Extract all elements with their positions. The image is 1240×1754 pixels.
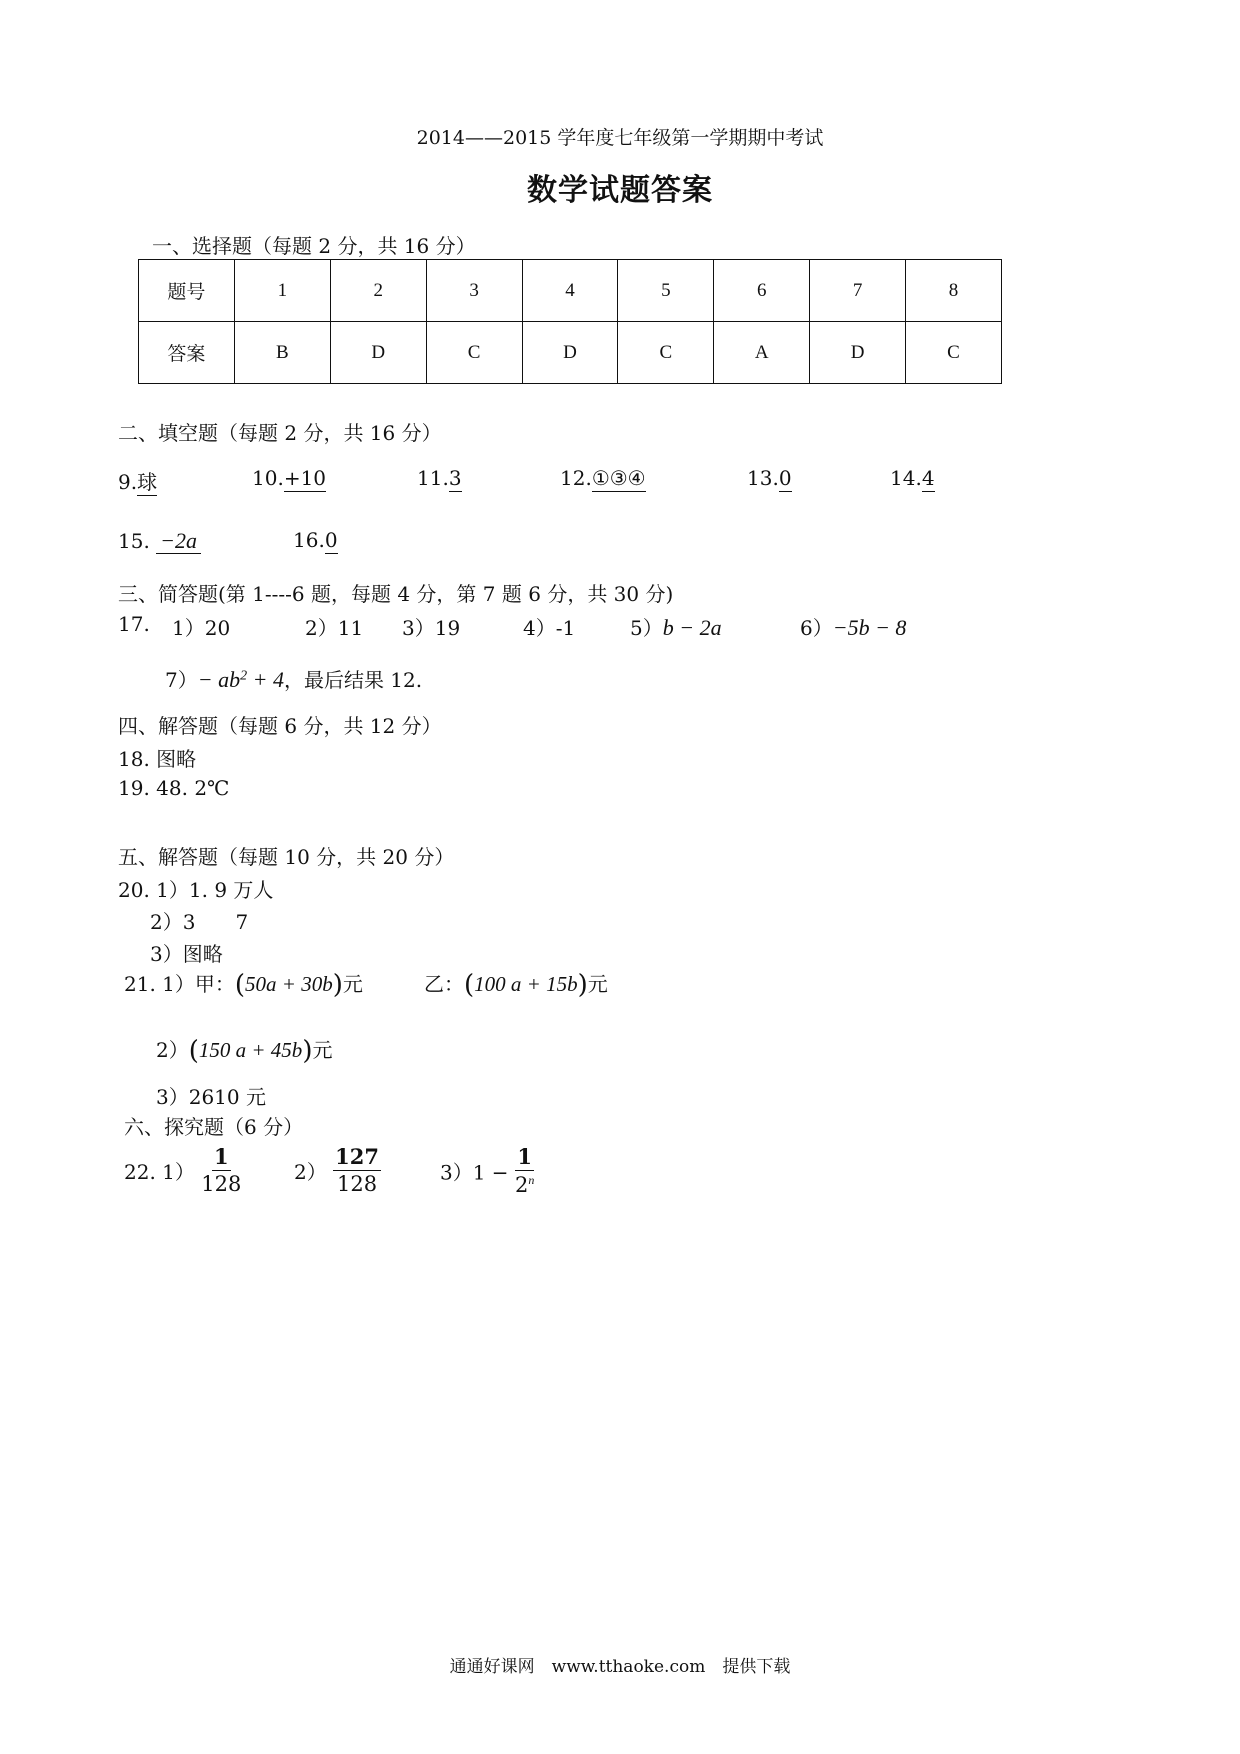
answer-line: 3）图略 [150,942,223,966]
answer-line: 2）3 7 [150,910,249,934]
section2-heading: 二、填空题（每题 2 分，共 16 分） [118,421,442,445]
fill-item: 16.0 [293,528,338,552]
table-cell: 6 [714,260,810,322]
table-row-label: 题号 [139,260,235,322]
answer-line: 乙：(100 a + 15b)元 [424,970,608,1000]
exam-subtitle: 2014——2015 学年度七年级第一学期期中考试 [416,127,824,149]
table-cell: C [618,322,714,384]
section3-heading: 三、简答题(第 1----6 题，每题 4 分，第 7 题 6 分，共 30 分) [118,582,674,606]
fraction: $\frac{1}{128}$ [201,1144,242,1196]
table-cell: D [810,322,906,384]
answer-line: 22. 1） $\frac{1}{128}$ [124,1144,242,1196]
table-row-label: 答案 [139,322,235,384]
document-title: 数学试题答案 [527,173,713,208]
answer-line: 20. 1）1. 9 万人 [118,878,274,902]
table-cell: D [522,322,618,384]
answer-line: 2）(150 a + 45b)元 [156,1036,333,1066]
answer-part: 5）b − 2a [630,615,722,640]
fill-item: 14.4 [890,466,935,490]
table-cell: 4 [522,260,618,322]
answer-line: 2） $\frac{127}{128}$ [294,1144,379,1196]
fraction: $\frac{127}{128}$ [335,1144,379,1196]
table-cell: B [234,322,330,384]
answer-part: 1）20 [172,616,231,640]
answer-line: 3）1 − $\frac{1}{2^n}$ [440,1144,535,1197]
question-number: 17. [118,612,150,636]
table-row [139,260,1002,322]
table-cell: 3 [426,260,522,322]
page-footer: 通通好课网 www.tthaoke.com 提供下载 [449,1657,791,1677]
table-cell: C [906,322,1002,384]
table-cell: C [426,322,522,384]
fraction: $\frac{1}{2^n}$ [514,1144,535,1197]
answer-part: 6）−5b − 8 [800,615,907,640]
fill-item: 9.球 [118,470,158,494]
answer-part: 2）11 [305,616,364,640]
answer-part: 4）-1 [523,616,576,640]
fill-item: 12.①③④ [560,466,646,490]
table-cell: 7 [810,260,906,322]
answer-table [138,259,1002,384]
section4-heading: 四、解答题（每题 6 分，共 12 分） [118,714,442,738]
table-cell: 5 [618,260,714,322]
section1-heading: 一、选择题（每题 2 分，共 16 分） [152,234,476,258]
section6-heading: 六、探究题（6 分） [124,1115,304,1139]
fill-item: 10.+10 [252,466,327,490]
answer-line: 21. 1）甲：(50a + 30b)元 [124,970,363,1000]
fill-item: 13.0 [747,466,792,490]
answer-part: $7)- ab^2 + 4$，最后结果 12. [165,667,423,692]
table-cell: D [330,322,426,384]
answer-line: 19. 48. 2℃ [118,776,230,800]
answer-part: 3）19 [402,616,461,640]
table-cell: 2 [330,260,426,322]
fill-item: 11.3 [417,466,462,490]
answer-line: 3）2610 元 [156,1085,266,1109]
table-row [139,322,1002,384]
fill-item: 15. −2a [118,528,201,554]
table-cell: 8 [906,260,1002,322]
table-cell: 1 [234,260,330,322]
answer-line: 18. 图略 [118,747,197,771]
section5-heading: 五、解答题（每题 10 分，共 20 分） [118,845,455,869]
table-cell: A [714,322,810,384]
